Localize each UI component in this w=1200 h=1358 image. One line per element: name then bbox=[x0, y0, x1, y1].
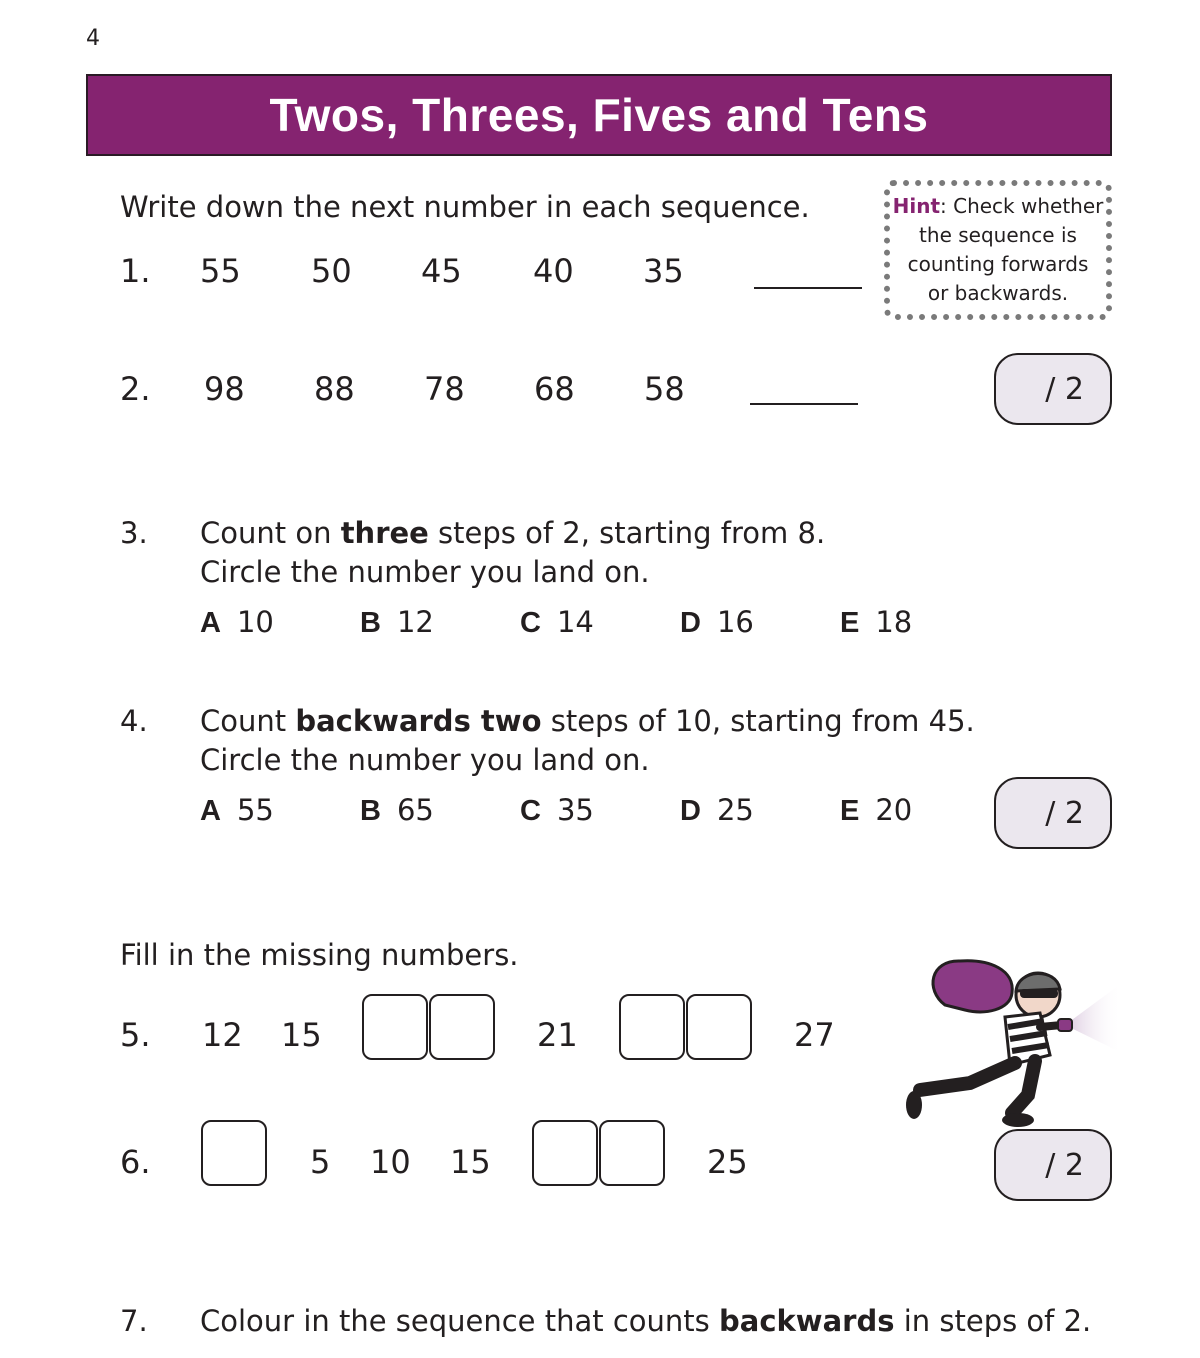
hint-text-line2: the sequence is bbox=[919, 223, 1077, 247]
q3-option-c[interactable] bbox=[520, 605, 594, 640]
question-2-label: 2. bbox=[120, 370, 151, 408]
q1-number: 40 bbox=[533, 252, 574, 290]
q6-number: 15 bbox=[450, 1143, 491, 1181]
q3-option-b[interactable] bbox=[360, 605, 434, 640]
option-letter: E bbox=[840, 795, 860, 827]
q7-text-pre: Colour in the sequence that counts bbox=[200, 1304, 719, 1338]
q5-answer-box[interactable] bbox=[619, 994, 685, 1060]
back-leg bbox=[920, 1063, 1015, 1090]
beanie-hat bbox=[1016, 973, 1060, 991]
q5-number: 15 bbox=[281, 1016, 322, 1054]
option-value: 20 bbox=[875, 793, 913, 827]
q5-number: 27 bbox=[794, 1016, 835, 1054]
q4-bold-text: backwards two bbox=[295, 704, 542, 738]
option-letter: B bbox=[360, 795, 381, 827]
option-value: 55 bbox=[236, 793, 274, 827]
page-number: 4 bbox=[86, 26, 100, 51]
back-shoe bbox=[906, 1091, 922, 1119]
hint-text-line3: counting forwards bbox=[907, 252, 1089, 276]
q7-bold-text: backwards bbox=[719, 1304, 895, 1338]
q5-answer-box[interactable] bbox=[429, 994, 495, 1060]
q3-bold-text: three bbox=[340, 516, 429, 550]
q2-number: 98 bbox=[204, 370, 245, 408]
question-6-label: 6. bbox=[120, 1143, 151, 1181]
hint-label: Hint bbox=[892, 194, 941, 218]
q4-text: steps of 10, starting from 45. bbox=[541, 704, 975, 738]
sequence-instruction: Write down the next number in each sequence. bbox=[120, 190, 810, 224]
q4-line2: Circle the number you land on. bbox=[200, 743, 650, 777]
q4-option-c[interactable] bbox=[520, 793, 594, 828]
q6-answer-box[interactable] bbox=[599, 1120, 665, 1186]
torch bbox=[1058, 1019, 1072, 1031]
q3-text: steps of 2, starting from 8. bbox=[428, 516, 826, 550]
option-value: 14 bbox=[556, 605, 594, 639]
q1-number: 45 bbox=[421, 252, 462, 290]
option-letter: A bbox=[200, 795, 221, 827]
option-letter: A bbox=[200, 607, 221, 639]
eye-mask bbox=[1020, 989, 1058, 998]
score-box-3[interactable]: / 2 bbox=[994, 1129, 1112, 1201]
q4-option-b[interactable] bbox=[360, 793, 434, 828]
question-4-label: 4. bbox=[120, 704, 148, 738]
option-value: 35 bbox=[556, 793, 594, 827]
option-letter: D bbox=[680, 607, 701, 639]
q2-number: 58 bbox=[644, 370, 685, 408]
q5-answer-box[interactable] bbox=[686, 994, 752, 1060]
loot-bag bbox=[933, 961, 1012, 1012]
q2-number: 78 bbox=[424, 370, 465, 408]
option-letter: D bbox=[680, 795, 701, 827]
hint-text-line4: or backwards. bbox=[927, 281, 1069, 305]
page-title: Twos, Threes, Fives and Tens bbox=[269, 89, 929, 141]
option-letter: B bbox=[360, 607, 381, 639]
option-value: 65 bbox=[396, 793, 434, 827]
q2-number: 68 bbox=[534, 370, 575, 408]
score-box-1[interactable]: / 2 bbox=[994, 353, 1112, 425]
option-letter: C bbox=[520, 607, 541, 639]
burglar-illustration bbox=[900, 955, 1125, 1130]
q5-number: 21 bbox=[537, 1016, 578, 1054]
q3-option-a[interactable] bbox=[200, 605, 274, 640]
question-5-label: 5. bbox=[120, 1016, 151, 1054]
q6-answer-box[interactable] bbox=[532, 1120, 598, 1186]
q2-answer-blank[interactable] bbox=[750, 403, 858, 405]
q4-line1 bbox=[200, 704, 975, 738]
option-value: 12 bbox=[396, 605, 434, 639]
q6-number: 10 bbox=[370, 1143, 411, 1181]
q4-option-a[interactable] bbox=[200, 793, 274, 828]
q6-number: 5 bbox=[310, 1143, 331, 1181]
option-value: 18 bbox=[875, 605, 913, 639]
front-shoe bbox=[1002, 1113, 1034, 1127]
hint-box bbox=[884, 180, 1112, 320]
option-value: 25 bbox=[716, 793, 754, 827]
option-value: 16 bbox=[716, 605, 754, 639]
q3-line1 bbox=[200, 516, 825, 550]
option-value: 10 bbox=[236, 605, 274, 639]
q3-line2: Circle the number you land on. bbox=[200, 555, 650, 589]
score-box-2[interactable]: / 2 bbox=[994, 777, 1112, 849]
q5-number: 12 bbox=[202, 1016, 243, 1054]
question-1-label: 1. bbox=[120, 252, 151, 290]
q3-option-d[interactable] bbox=[680, 605, 754, 640]
option-letter: C bbox=[520, 795, 541, 827]
q1-number: 35 bbox=[643, 252, 684, 290]
q7-text-post: in steps of 2. bbox=[894, 1304, 1092, 1338]
missing-numbers-instruction: Fill in the missing numbers. bbox=[120, 938, 519, 972]
q4-option-d[interactable] bbox=[680, 793, 754, 828]
q4-option-e[interactable] bbox=[840, 793, 912, 828]
hint-text-line1: : Check whether bbox=[940, 194, 1104, 218]
q2-number: 88 bbox=[314, 370, 355, 408]
q7-text bbox=[200, 1304, 1091, 1338]
q3-option-e[interactable] bbox=[840, 605, 912, 640]
q3-text: Count on bbox=[200, 516, 341, 550]
q6-answer-box[interactable] bbox=[201, 1120, 267, 1186]
option-letter: E bbox=[840, 607, 860, 639]
q6-number: 25 bbox=[707, 1143, 748, 1181]
q1-number: 50 bbox=[311, 252, 352, 290]
q5-answer-box[interactable] bbox=[362, 994, 428, 1060]
question-3-label: 3. bbox=[120, 516, 148, 550]
torch-beam bbox=[1065, 983, 1122, 1053]
q1-answer-blank[interactable] bbox=[754, 287, 862, 289]
question-7-label: 7. bbox=[120, 1304, 148, 1338]
q4-text: Count bbox=[200, 704, 296, 738]
title-banner bbox=[86, 74, 1112, 156]
q1-number: 55 bbox=[200, 252, 241, 290]
